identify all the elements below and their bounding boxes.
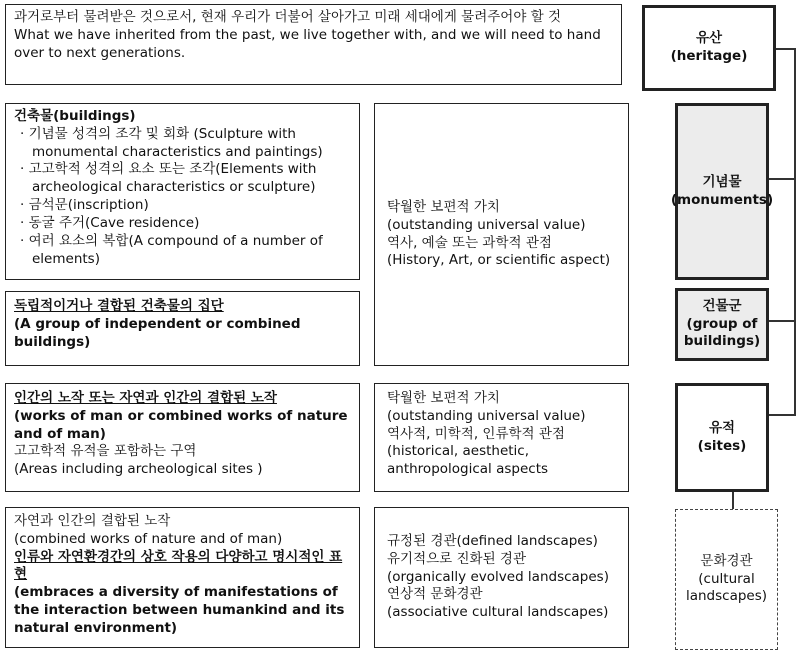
buildings-item: · 고고학적 성격의 요소 또는 조각(Elements with archeological characteristics or sculpture) xyxy=(20,161,317,196)
landscape-line-ko: 자연과 인간의 결합된 노작 xyxy=(14,513,171,529)
category-monuments-en: (monuments) xyxy=(670,191,774,208)
buildings-box xyxy=(5,103,360,280)
landscape-title-en: (embraces a diversity of manifestations of the interaction between humankind and its natural environment) xyxy=(14,584,345,636)
connector-sites-landscape xyxy=(732,492,734,509)
sites-box xyxy=(5,383,360,492)
value-line: 규정된 경관(defined landscapes) xyxy=(387,532,598,549)
category-group-ko: 건물군 xyxy=(702,298,742,315)
heritage-definition-en: What we have inherited from the past, we live together with, and we will need to hand over to next generations. xyxy=(14,26,601,61)
category-heritage-ko: 유산 xyxy=(695,30,723,47)
sites-title-ko: 인간의 노작 또는 자연과 인간의 결합된 노작 xyxy=(14,390,277,406)
category-monuments xyxy=(670,103,774,280)
connector-monuments xyxy=(768,178,796,180)
value-line: (History, Art, or scientific aspect) xyxy=(387,252,611,269)
value-box-landscapes xyxy=(374,507,629,648)
landscape-line-en: (combined works of nature and of man) xyxy=(14,530,283,547)
buildings-title: 건축물(buildings) xyxy=(14,108,136,124)
value-line: 역사적, 미학적, 인류학적 관점 xyxy=(387,425,565,442)
category-landscapes-ko: 문화경관 xyxy=(700,553,753,570)
value-line: 유기적으로 진화된 경관 xyxy=(387,550,526,567)
buildings-item: · 기념물 성격의 조각 및 회화 (Sculpture with monumental characteristics and paintings) xyxy=(20,125,323,160)
group-title-en: (A group of independent or combined buildings) xyxy=(14,315,301,350)
value-line: (outstanding universal value) xyxy=(387,407,586,424)
category-cultural-landscapes xyxy=(675,509,778,650)
category-sites xyxy=(675,383,769,492)
connector-heritage xyxy=(775,48,796,50)
value-box-monuments xyxy=(374,103,629,366)
value-line: (historical, aesthetic, anthropological aspects xyxy=(387,443,549,478)
heritage-definition-ko: 과거로부터 물려받은 것으로서, 현재 우리가 더불어 살아가고 미래 세대에게 물려주어야 할 것 xyxy=(14,9,562,25)
category-heritage-en: (heritage) xyxy=(670,48,748,64)
value-line: (outstanding universal value) xyxy=(387,216,586,233)
cultural-landscape-box xyxy=(5,507,360,648)
landscape-title-ko: 인류와 자연환경간의 상호 작용의 다양하고 명시적인 표현 xyxy=(14,548,343,583)
heritage-definition-box xyxy=(5,4,622,85)
value-line: 연상적 문화경관 xyxy=(387,586,483,603)
connector-sites xyxy=(768,414,796,416)
value-line: (organically evolved landscapes) xyxy=(387,568,609,585)
category-sites-ko: 유적 xyxy=(708,419,736,436)
group-of-buildings-box xyxy=(5,291,360,366)
buildings-item: · 여러 요소의 복합(A compound of a number of elements) xyxy=(20,232,323,267)
sites-sub-ko: 고고학적 유적을 포함하는 구역 xyxy=(14,443,197,460)
category-group-of-buildings xyxy=(675,288,769,361)
category-heritage xyxy=(642,5,776,91)
value-line: 탁월한 보편적 가치 xyxy=(387,198,500,215)
category-sites-en: (sites) xyxy=(697,437,747,454)
group-title-ko: 독립적이거나 결합된 건축물의 집단 xyxy=(14,298,224,314)
buildings-item: · 금석문(inscription) xyxy=(20,197,149,214)
value-line: (associative cultural landscapes) xyxy=(387,604,609,621)
sites-title-en: (works of man or combined works of nature and of man) xyxy=(14,407,348,442)
category-monuments-ko: 기념물 xyxy=(702,173,742,190)
sites-sub-en: (Areas including archeological sites ) xyxy=(14,461,263,478)
connector-group xyxy=(768,320,796,322)
value-line: 역사, 예술 또는 과학적 관점 xyxy=(387,234,552,251)
value-line: 탁월한 보편적 가치 xyxy=(387,390,500,406)
buildings-item: · 동굴 주거(Cave residence) xyxy=(20,214,200,231)
category-landscapes-en: (cultural landscapes) xyxy=(685,570,768,605)
category-group-en: (group of buildings) xyxy=(683,315,761,350)
connector-vertical-right xyxy=(794,48,796,416)
value-box-sites xyxy=(374,383,629,492)
